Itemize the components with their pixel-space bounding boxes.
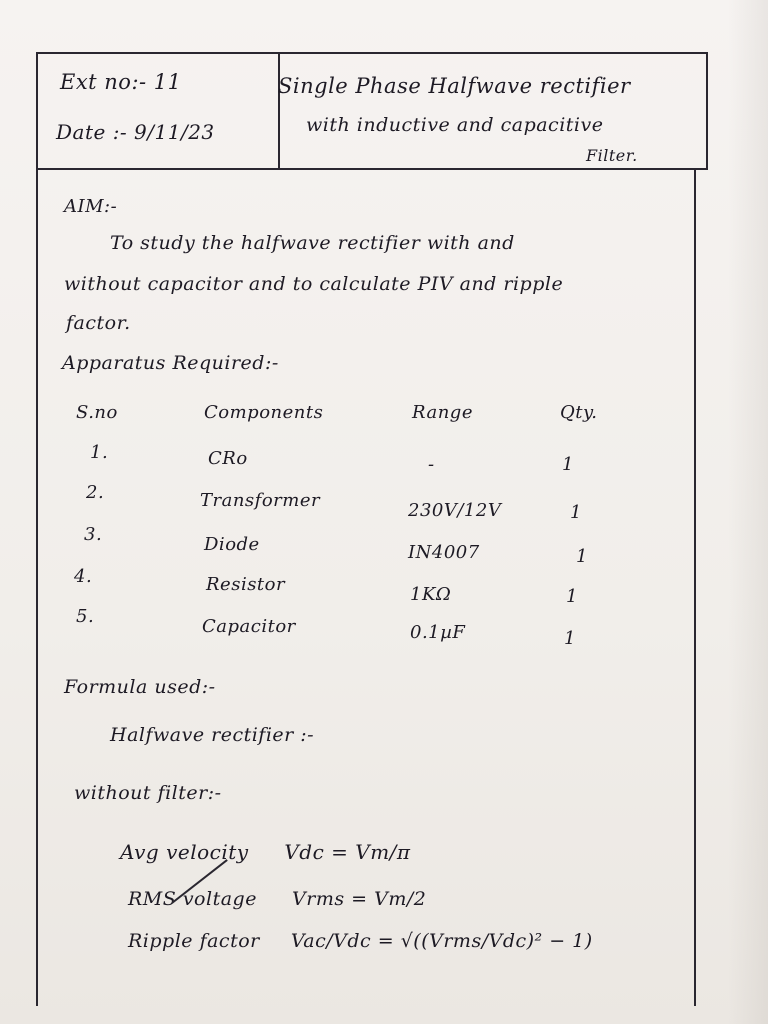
header-box (36, 52, 708, 170)
row-component: Transformer (200, 490, 321, 511)
row-range: - (428, 454, 435, 475)
row-sno: 1. (90, 442, 109, 463)
formula-condition: without filter:- (74, 782, 222, 804)
row-component: Diode (204, 534, 260, 555)
aim-line: without capacitor and to calculate PIV and ripple (64, 273, 564, 295)
formula-item-avg (120, 840, 411, 864)
experiment-date: Date :- 9/11/23 (56, 120, 215, 144)
formula-subheading: Halfwave rectifier :- (110, 724, 315, 746)
header-divider (278, 54, 280, 168)
apparatus-heading: Apparatus Required:- (62, 352, 279, 374)
experiment-number: Ext no:- 11 (60, 70, 182, 94)
row-sno: 3. (84, 524, 103, 545)
row-sno: 4. (74, 566, 93, 587)
row-component: CRo (208, 448, 248, 469)
aim-line: factor. (66, 312, 131, 334)
formula-expression: Vrms = Vm/2 (292, 888, 427, 910)
row-qty: 1 (564, 628, 576, 649)
page-edge-shadow (728, 0, 768, 1024)
row-sno: 2. (86, 482, 105, 503)
column-header-qty: Qty. (560, 402, 598, 423)
page-frame (36, 170, 696, 1006)
aim-heading: AIM:- (64, 196, 118, 217)
formula-item-ripple (128, 930, 593, 952)
column-header-range: Range (412, 402, 473, 423)
title-line-3: Filter. (586, 146, 638, 165)
column-header-components: Components (204, 402, 324, 423)
row-component: Capacitor (202, 616, 296, 637)
row-qty: 1 (562, 454, 574, 475)
row-range: 230V/12V (408, 500, 502, 521)
row-qty: 1 (566, 586, 578, 607)
title-line-1: Single Phase Halfwave rectifier (278, 74, 631, 98)
row-range: 0.1µF (410, 622, 466, 643)
formula-label: RMS voltage (128, 888, 257, 910)
formula-expression: Vac/Vdc = √((Vrms/Vdc)² − 1) (290, 930, 593, 952)
column-header-sno: S.no (76, 402, 118, 423)
aim-line: To study the halfwave rectifier with and (110, 232, 515, 254)
row-range: IN4007 (408, 542, 480, 563)
title-line-2: with inductive and capacitive (306, 114, 604, 136)
formula-label: Avg velocity (120, 840, 249, 864)
row-range: 1KΩ (410, 584, 452, 605)
formula-item-rms (128, 888, 426, 910)
formula-label: Ripple factor (128, 930, 260, 952)
row-component: Resistor (206, 574, 286, 595)
row-qty: 1 (576, 546, 588, 567)
row-sno: 5. (76, 606, 95, 627)
formula-expression: Vdc = Vm/π (284, 840, 411, 864)
formula-heading: Formula used:- (64, 676, 216, 698)
row-qty: 1 (570, 502, 582, 523)
